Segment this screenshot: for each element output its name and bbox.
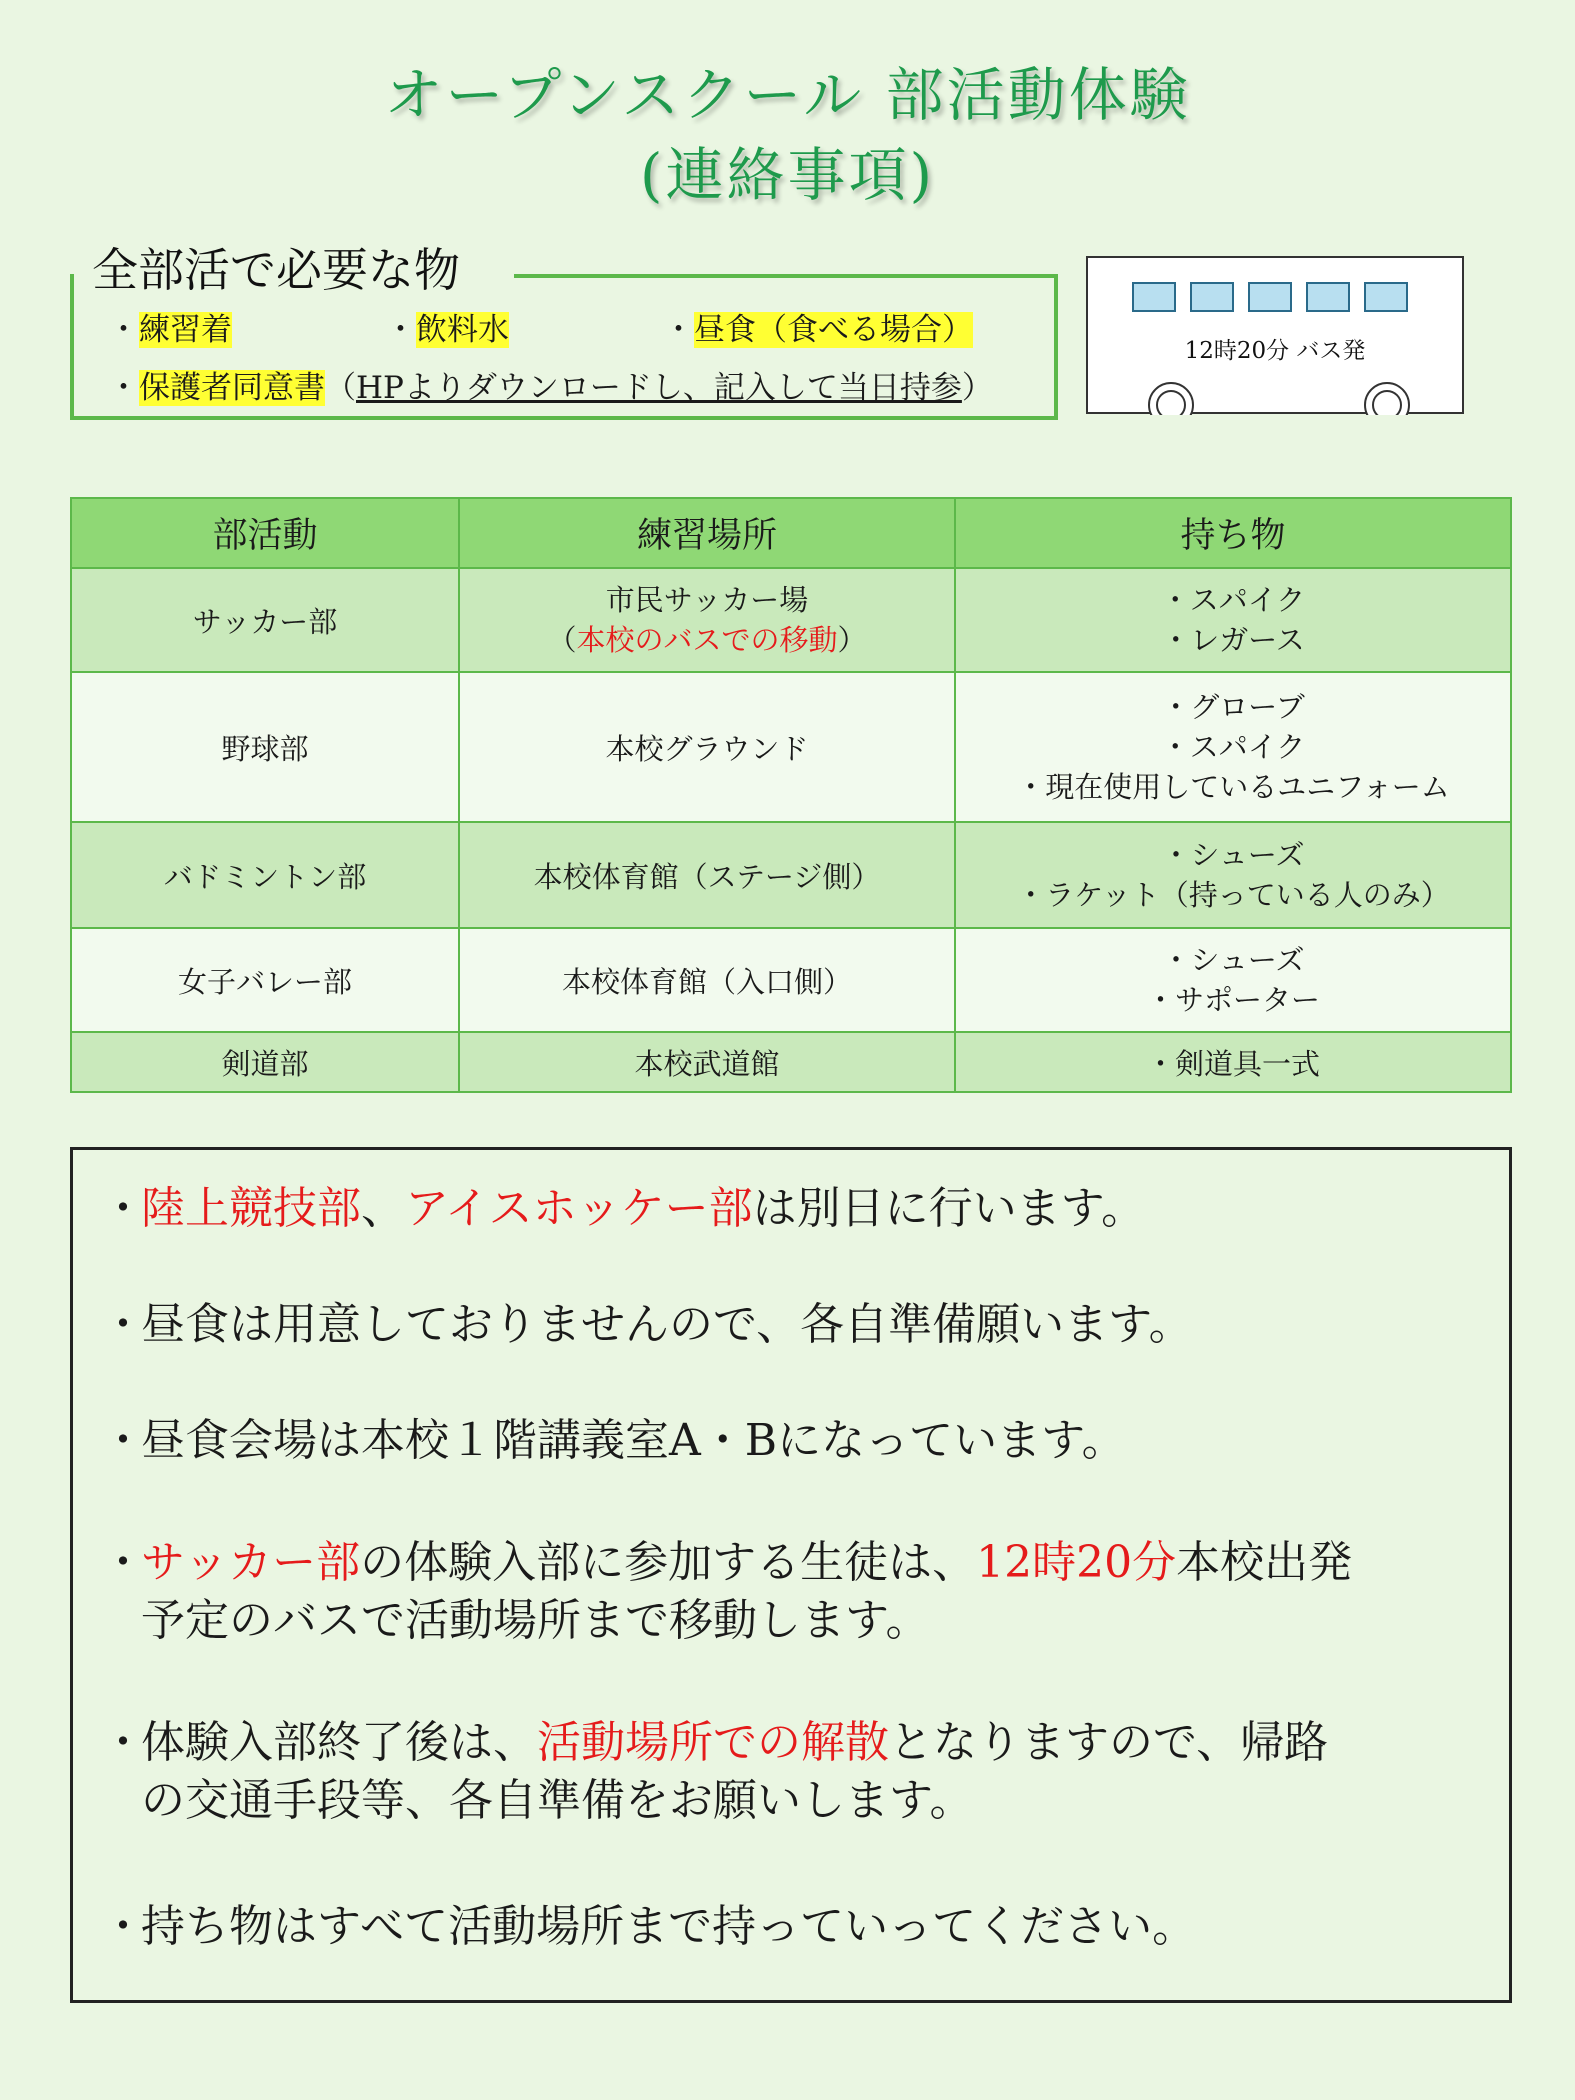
note-other-day: ・陸上競技部、アイスホッケー部は別日に行います。 [101, 1183, 1146, 1234]
bus-window [1249, 283, 1291, 311]
table-row [71, 568, 1511, 672]
table-row [71, 1032, 1511, 1092]
club-name: サッカー部 [71, 568, 459, 672]
practice-place: 本校体育館（入口側） [459, 928, 955, 1032]
bus-move-note: 本校のバスでの移動 [576, 623, 838, 657]
table-row [71, 822, 1511, 928]
table-row [71, 672, 1511, 822]
club-activities-table [70, 497, 1512, 1093]
consent-download-note: HPよりダウンロードし、記入して当日持参 [356, 370, 962, 406]
required-item-consent-form: ・保護者同意書（HPよりダウンロードし、記入して当日持参） [108, 370, 993, 406]
items-to-bring: ・グローブ ・スパイク ・現在使用しているユニフォーム [955, 672, 1511, 822]
practice-place: 本校武道館 [459, 1032, 955, 1092]
items-to-bring: ・スパイク ・レガース [955, 568, 1511, 672]
items-to-bring: ・剣道具一式 [955, 1032, 1511, 1092]
items-to-bring: ・シューズ ・サポーター [955, 928, 1511, 1032]
club-name: 剣道部 [71, 1032, 459, 1092]
column-header-items: 持ち物 [955, 498, 1511, 568]
club-name: 女子バレー部 [71, 928, 459, 1032]
bus-departure-label: 12時20分 バス発 [1184, 338, 1366, 364]
bus-window [1191, 283, 1233, 311]
note-dismissal: ・体験入部終了後は、活動場所での解散となりますので、帰路 の交通手段等、各自準備をお願いします。 [101, 1717, 1329, 1826]
bus-body [1087, 257, 1463, 413]
note-lunch-venue: ・昼食会場は本校１階講義室A・Bになっています。 [101, 1415, 1126, 1466]
table-row [71, 928, 1511, 1032]
items-to-bring: ・シューズ ・ラケット（持っている人のみ） [955, 822, 1511, 928]
required-item-practice-wear: ・練習着 [108, 312, 232, 348]
note-soccer-bus: ・サッカー部の体験入部に参加する生徒は、12時20分本校出発 予定のバスで活動場所まで移動します。 [101, 1537, 1353, 1646]
column-header-club: 部活動 [71, 498, 459, 568]
required-items-title: 全部活で必要な物 [88, 234, 468, 300]
bus-window [1133, 283, 1175, 311]
club-name: バドミントン部 [71, 822, 459, 928]
bus-illustration [1085, 255, 1465, 415]
practice-place: 市民サッカー場 （本校のバスでの移動） [459, 568, 955, 672]
page-subtitle: (連絡事項) [639, 141, 936, 209]
practice-place: 本校体育館（ステージ側） [459, 822, 955, 928]
page-title: オープンスクール 部活動体験 [384, 61, 1191, 129]
column-header-place: 練習場所 [459, 498, 955, 568]
club-name: 野球部 [71, 672, 459, 822]
practice-place: 本校グラウンド [459, 672, 955, 822]
bus-window [1307, 283, 1349, 311]
required-items-divider [514, 274, 1054, 278]
required-item-water: ・飲料水 [385, 312, 509, 348]
bus-window [1365, 283, 1407, 311]
required-item-lunch: ・昼食（食べる場合） [663, 312, 973, 348]
notes-box [70, 1147, 1512, 2003]
note-lunch-prep: ・昼食は用意しておりませんので、各自準備願います。 [101, 1299, 1193, 1350]
note-belongings: ・持ち物はすべて活動場所まで持っていってください。 [101, 1901, 1197, 1952]
